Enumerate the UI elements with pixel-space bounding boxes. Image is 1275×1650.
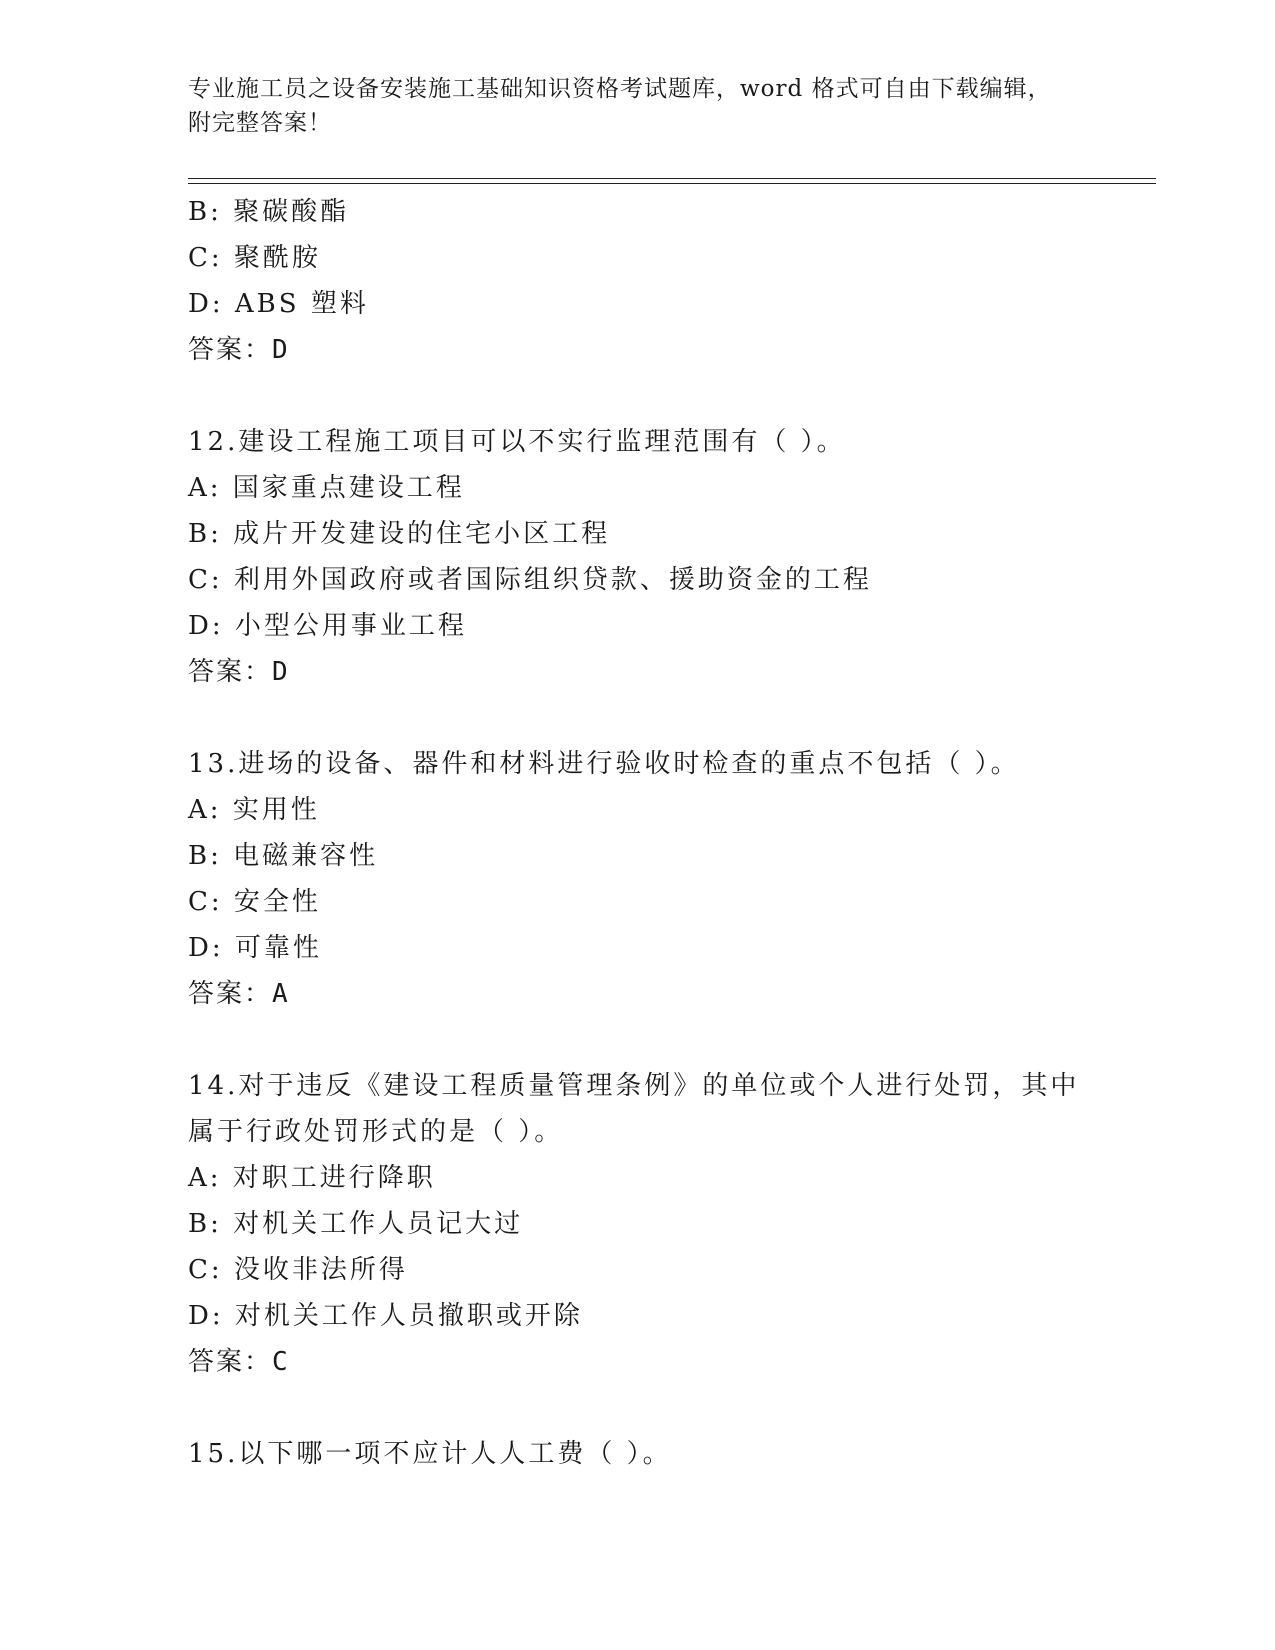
option-d: D: 小型公用事业工程 (188, 611, 467, 641)
option-b: B: 成片开发建设的住宅小区工程 (188, 519, 611, 549)
question-text: 12.建设工程施工项目可以不实行监理范围有（ ）。 (188, 427, 846, 457)
answer-line (188, 1339, 1148, 1385)
header-line-1: 专业施工员之设备安装施工基础知识资格考试题库，word 格式可自由下载编辑， (188, 76, 1052, 102)
option-b: B: 聚碳酸酯 (188, 197, 350, 227)
option-d: D: 可靠性 (188, 933, 322, 963)
option-a: A: 实用性 (188, 795, 320, 825)
option-b: B: 对机关工作人员记大过 (188, 1209, 524, 1239)
question-list (188, 189, 1148, 1477)
option-a: A: 对职工进行降职 (188, 1163, 436, 1193)
question-15 (188, 1431, 1148, 1477)
option-d: D: 对机关工作人员撤职或开除 (188, 1301, 583, 1331)
option-b: B: 电磁兼容性 (188, 841, 379, 871)
question-text: 13.进场的设备、器件和材料进行验收时检查的重点不包括（ ）。 (188, 749, 1020, 779)
header-line-2: 附完整答案！ (188, 110, 332, 136)
option-c: C: 利用外国政府或者国际组织贷款、援助资金的工程 (188, 565, 872, 595)
option-c: C: 聚酰胺 (188, 243, 321, 273)
answer-value: A (272, 979, 290, 1009)
answer-line (188, 649, 1148, 695)
option-d: D: ABS 塑料 (188, 289, 369, 319)
question-text-line-1: 14.对于违反《建设工程质量管理条例》的单位或个人进行处罚，其中 (188, 1071, 1080, 1101)
question-text-line-2: 属于行政处罚形式的是（ ）。 (188, 1117, 564, 1147)
answer-label: 答案： (188, 335, 273, 365)
answer-label: 答案： (188, 657, 273, 687)
answer-label: 答案： (188, 979, 273, 1009)
answer-line (188, 327, 1148, 373)
option-a: A: 国家重点建设工程 (188, 473, 465, 503)
question-text: 15.以下哪一项不应计人人工费（ ）。 (188, 1439, 672, 1469)
header-rule-bottom (188, 183, 1156, 184)
option-c: C: 没收非法所得 (188, 1255, 408, 1285)
answer-label: 答案： (188, 1347, 273, 1377)
option-c: C: 安全性 (188, 887, 321, 917)
answer-value: C (272, 1347, 290, 1377)
page-header (188, 72, 1088, 140)
question-13 (188, 741, 1148, 1017)
question-14 (188, 1063, 1148, 1385)
question-12 (188, 419, 1148, 695)
question-11 (188, 189, 1148, 373)
answer-value: D (272, 335, 290, 365)
answer-line (188, 971, 1148, 1017)
answer-value: D (272, 657, 290, 687)
header-rule-top (188, 178, 1156, 179)
